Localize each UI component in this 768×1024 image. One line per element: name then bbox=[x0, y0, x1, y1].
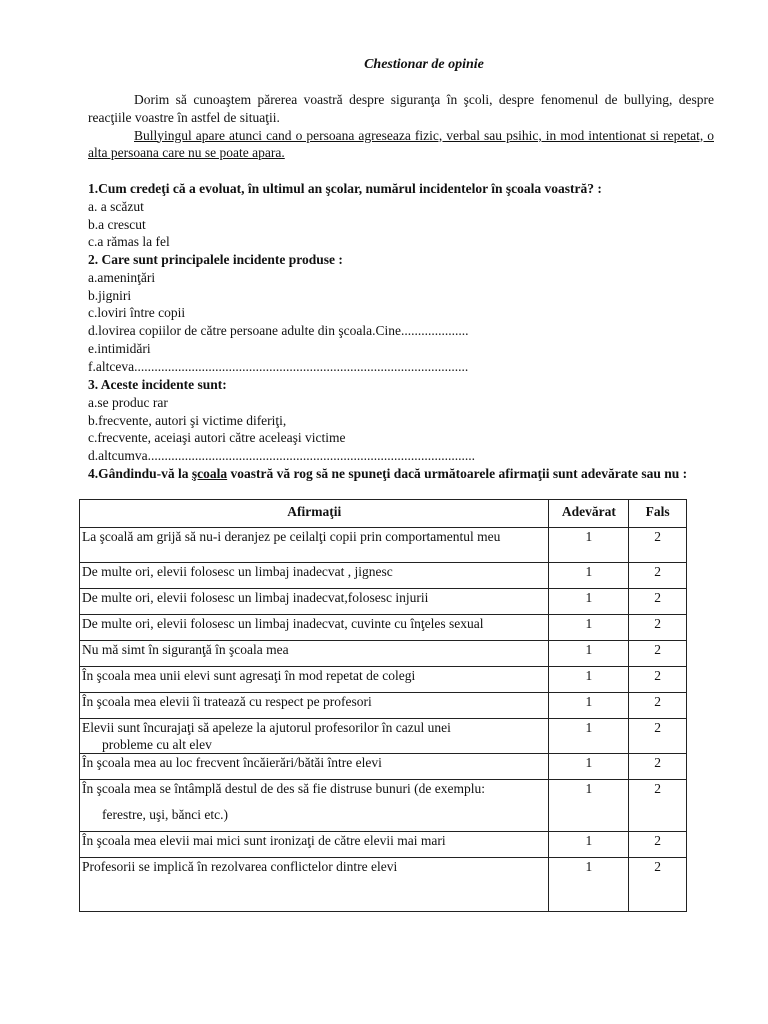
question-2 bbox=[88, 251, 688, 376]
q2-option-e: e.intimidări bbox=[88, 340, 151, 356]
q2-option-a: a.ameninţări bbox=[88, 269, 156, 285]
true-option[interactable]: 1 bbox=[549, 589, 629, 615]
statement-cell: În şcoala mea elevii îi tratează cu respect pe profesori bbox=[80, 693, 549, 719]
q1-option-b: b.a crescut bbox=[88, 216, 146, 232]
false-option[interactable]: 2 bbox=[629, 667, 687, 693]
statement-cell: În şcoala mea unii elevi sunt agresaţi în mod repetat de colegi bbox=[80, 667, 549, 693]
q2-option-d: d.lovirea copiilor de către persoane adulte din şcoala.Cine.................... bbox=[88, 323, 469, 339]
statement-cell: Profesorii se implică în rezolvarea conflictelor dintre elevi bbox=[80, 858, 549, 912]
table-row bbox=[80, 528, 687, 563]
question-2-text: 2. Care sunt principalele incidente produse : bbox=[88, 252, 343, 267]
true-option[interactable]: 1 bbox=[549, 832, 629, 858]
header-true: Adevărat bbox=[549, 500, 629, 528]
intro-section bbox=[88, 91, 714, 162]
statement-line-1: În şcoala mea se întâmplă destul de des să fie distruse bunuri (de exemplu: bbox=[82, 781, 486, 796]
statement-line-2: probleme cu alt elev bbox=[102, 737, 212, 752]
q2-option-f: f.altceva................................................................................................... bbox=[88, 358, 469, 374]
table-row bbox=[80, 615, 687, 641]
q1-option-a: a. a scăzut bbox=[88, 198, 144, 214]
q3-option-c: c.frecvente, aceiaşi autori către aceleaşi victime bbox=[88, 430, 346, 446]
intro-paragraph-1: Dorim să cunoaştem părerea voastră despre siguranţa în şcoli, despre fenomenul de bullying, despre reacţiile voastre în astfel de situaţii. bbox=[88, 92, 714, 125]
true-option[interactable]: 1 bbox=[549, 528, 629, 563]
statement-cell bbox=[80, 719, 549, 754]
q1-option-c: c.a rămas la fel bbox=[88, 234, 170, 250]
statement-line-2: ferestre, uşi, bănci etc.) bbox=[102, 807, 228, 822]
q2-option-c: c.loviri între copii bbox=[88, 305, 186, 321]
q3-option-a: a.se produc rar bbox=[88, 394, 168, 410]
true-option[interactable]: 1 bbox=[549, 563, 629, 589]
statement-cell bbox=[80, 780, 549, 832]
statement-cell: În şcoala mea elevii mai mici sunt ironizaţi de către elevii mai mari bbox=[80, 832, 549, 858]
false-option[interactable]: 2 bbox=[629, 528, 687, 563]
table-row bbox=[80, 693, 687, 719]
statement-cell: Nu mă simt în siguranţă în şcoala mea bbox=[80, 641, 549, 667]
true-option[interactable]: 1 bbox=[549, 615, 629, 641]
true-option[interactable]: 1 bbox=[549, 754, 629, 780]
table-row bbox=[80, 719, 687, 754]
statement-cell: De multe ori, elevii folosesc un limbaj inadecvat,folosesc injurii bbox=[80, 589, 549, 615]
q3-option-d: d.altcumva................................................................................................. bbox=[88, 448, 475, 464]
question-3 bbox=[88, 376, 688, 465]
false-option[interactable]: 2 bbox=[629, 858, 687, 912]
table-row bbox=[80, 641, 687, 667]
false-option[interactable]: 2 bbox=[629, 780, 687, 832]
question-4 bbox=[88, 465, 708, 483]
q2-option-b: b.jigniri bbox=[88, 287, 132, 303]
false-option[interactable]: 2 bbox=[629, 641, 687, 667]
header-false: Fals bbox=[629, 500, 687, 528]
statement-line-1: Elevii sunt încurajaţi să apeleze la ajutorul profesorilor în cazul unei bbox=[82, 720, 451, 735]
false-option[interactable]: 2 bbox=[629, 719, 687, 754]
true-option[interactable]: 1 bbox=[549, 719, 629, 754]
statement-cell: În şcoala mea au loc frecvent încăierări/bătăi între elevi bbox=[80, 754, 549, 780]
question-3-text: 3. Aceste incidente sunt: bbox=[88, 377, 227, 392]
true-option[interactable]: 1 bbox=[549, 693, 629, 719]
question-1 bbox=[88, 180, 688, 251]
question-1-text: 1.Cum credeţi că a evoluat, în ultimul an şcolar, numărul incidentelor în şcoala voastră? : bbox=[88, 181, 602, 196]
table-row bbox=[80, 754, 687, 780]
table-row bbox=[80, 589, 687, 615]
true-option[interactable]: 1 bbox=[549, 858, 629, 912]
false-option[interactable]: 2 bbox=[629, 693, 687, 719]
document-title: Chestionar de opinie bbox=[364, 57, 484, 72]
table-row bbox=[80, 780, 687, 832]
table-row bbox=[80, 667, 687, 693]
true-option[interactable]: 1 bbox=[549, 667, 629, 693]
q3-option-b: b.frecvente, autori şi victime diferiţi, bbox=[88, 412, 287, 428]
false-option[interactable]: 2 bbox=[629, 563, 687, 589]
header-statements: Afirmaţii bbox=[80, 500, 549, 528]
intro-paragraph-2: Bullyingul apare atunci cand o persoana agreseaza fizic, verbal sau psihic, in mod intentionat si repetat, o alta persoana care nu se poate apara. bbox=[88, 127, 714, 161]
statement-cell: La şcoală am grijă să nu-i deranjez pe ceilalţi copii prin comportamentul meu bbox=[80, 528, 549, 563]
false-option[interactable]: 2 bbox=[629, 832, 687, 858]
statement-cell: De multe ori, elevii folosesc un limbaj inadecvat , jignesc bbox=[80, 563, 549, 589]
question-4-underlined-word: şcoala bbox=[191, 466, 228, 481]
false-option[interactable]: 2 bbox=[629, 754, 687, 780]
table-row bbox=[80, 832, 687, 858]
table-row bbox=[80, 563, 687, 589]
true-option[interactable]: 1 bbox=[549, 780, 629, 832]
table-row bbox=[80, 858, 687, 912]
false-option[interactable]: 2 bbox=[629, 589, 687, 615]
statements-table bbox=[79, 499, 687, 912]
question-4-text: 4.Gândindu-vă la şcoala voastră vă rog să ne spuneţi dacă următoarele afirmaţii sunt adevărate sau nu : bbox=[88, 466, 688, 481]
statement-cell: De multe ori, elevii folosesc un limbaj inadecvat, cuvinte cu înţeles sexual bbox=[80, 615, 549, 641]
true-option[interactable]: 1 bbox=[549, 641, 629, 667]
false-option[interactable]: 2 bbox=[629, 615, 687, 641]
